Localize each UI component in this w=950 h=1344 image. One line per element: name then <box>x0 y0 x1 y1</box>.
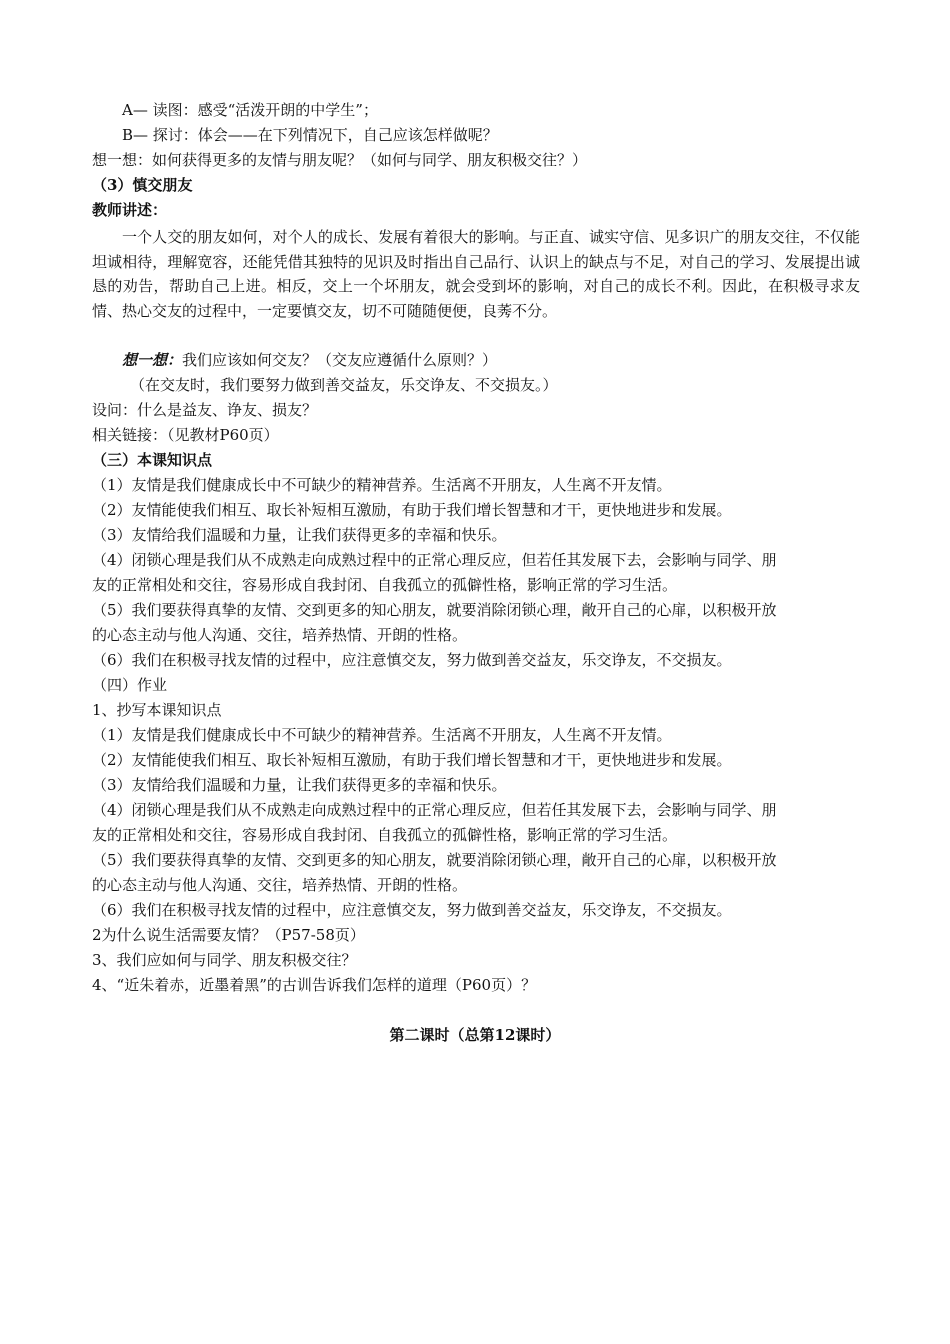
homework-3: 3、我们应如何与同学、朋友积极交往？ <box>92 951 357 969</box>
homework-4: 4、“近朱着赤，近墨着黑”的古训告诉我们怎样的道理（P60页）？ <box>92 976 537 994</box>
homework-point-5a: （5）我们要获得真挚的友情、交到更多的知心朋友，就要消除闭锁心理，敞开自己的心扉，以积极开放 <box>92 851 777 869</box>
teacher-paragraph-text: 一个人交的朋友如何，对个人的成长、发展有着很大的影响。与正直、诚实守信、见多识广的朋友交往，不仅能坦诚相待，理解宽容，还能凭借其独特的见识及时指出自己品行、认识上的缺点与不足，对自己的学习、发展提出诚恳的劝告，帮助自己上进。相反，交上一个坏朋友，就会受到坏的影响，对自己的成长不利。因此，在积极寻求友情、热心交友的过程中，一定要慎交友，切不可随随便便，良莠不分。 <box>92 228 860 320</box>
homework-point-6: （6）我们在积极寻找友情的过程中，应注意慎交友，努力做到善交益友，乐交诤友，不交损友。 <box>92 901 732 919</box>
homework-1: 1、抄写本课知识点 <box>92 701 222 719</box>
homework-point-4b: 友的正常相处和交往，容易形成自我封闭、自我孤立的孤僻性格，影响正常的学习生活。 <box>92 826 678 844</box>
section-heading-3: （3）慎交朋友 <box>92 176 193 194</box>
activity-b: B— 探讨：体会——在下列情况下，自己应该怎样做呢？ <box>122 126 498 144</box>
homework-point-2: （2）友情能使我们相互、取长补短相互激励，有助于我们增长智慧和才干，更快地进步和发展。 <box>92 751 732 769</box>
think-label: 想一想： <box>122 351 183 369</box>
related-link: 相关链接：（见教材P60页） <box>92 426 279 444</box>
section-heading-knowledge: （三）本课知识点 <box>92 451 213 469</box>
knowledge-point-5a: （5）我们要获得真挚的友情、交到更多的知心朋友，就要消除闭锁心理，敞开自己的心扉，以积极开放 <box>92 601 777 619</box>
homework-point-4a: （4）闭锁心理是我们从不成熟走向成熟过程中的正常心理反应，但若任其发展下去，会影响与同学、朋 <box>92 801 777 819</box>
teacher-label: 教师讲述： <box>92 201 168 219</box>
knowledge-point-3: （3）友情给我们温暖和力量，让我们获得更多的幸福和快乐。 <box>92 526 507 544</box>
lesson-2-heading: 第二课时（总第12课时） <box>389 1026 561 1044</box>
knowledge-point-6: （6）我们在积极寻找友情的过程中，应注意慎交友，努力做到善交益友，乐交诤友，不交损友。 <box>92 651 732 669</box>
knowledge-point-1: （1）友情是我们健康成长中不可缺少的精神营养。生活离不开朋友，人生离不开友情。 <box>92 476 672 494</box>
knowledge-point-4b: 友的正常相处和交往，容易形成自我封闭、自我孤立的孤僻性格，影响正常的学习生活。 <box>92 576 678 594</box>
activity-a: A— 读图：感受“活泼开朗的中学生”； <box>122 101 378 119</box>
knowledge-point-2: （2）友情能使我们相互、取长补短相互激励，有助于我们增长智慧和才干，更快地进步和发展。 <box>92 501 732 519</box>
think-question-1: 想一想：如何获得更多的友情与朋友呢？（如何与同学、朋友积极交往？） <box>92 151 588 169</box>
knowledge-point-5b: 的心态主动与他人沟通、交往，培养热情、开朗的性格。 <box>92 626 468 644</box>
ask-question: 设问：什么是益友、诤友、损友？ <box>92 401 318 419</box>
homework-point-3: （3）友情给我们温暖和力量，让我们获得更多的幸福和快乐。 <box>92 776 507 794</box>
knowledge-point-4a: （4）闭锁心理是我们从不成熟走向成熟过程中的正常心理反应，但若任其发展下去，会影响与同学、朋 <box>92 551 777 569</box>
think-answer: （在交友时，我们要努力做到善交益友，乐交诤友、不交损友。） <box>130 376 558 394</box>
think-question-2 <box>122 348 902 373</box>
think-text: 我们应该如何交友？（交友应遵循什么原则？） <box>182 351 498 369</box>
homework-point-1: （1）友情是我们健康成长中不可缺少的精神营养。生活离不开朋友，人生离不开友情。 <box>92 726 672 744</box>
section-heading-homework: （四）作业 <box>92 676 168 694</box>
homework-2: 2为什么说生活需要友情？（P57-58页） <box>92 926 365 944</box>
homework-point-5b: 的心态主动与他人沟通、交往，培养热情、开朗的性格。 <box>92 876 468 894</box>
teacher-paragraph <box>92 225 860 323</box>
